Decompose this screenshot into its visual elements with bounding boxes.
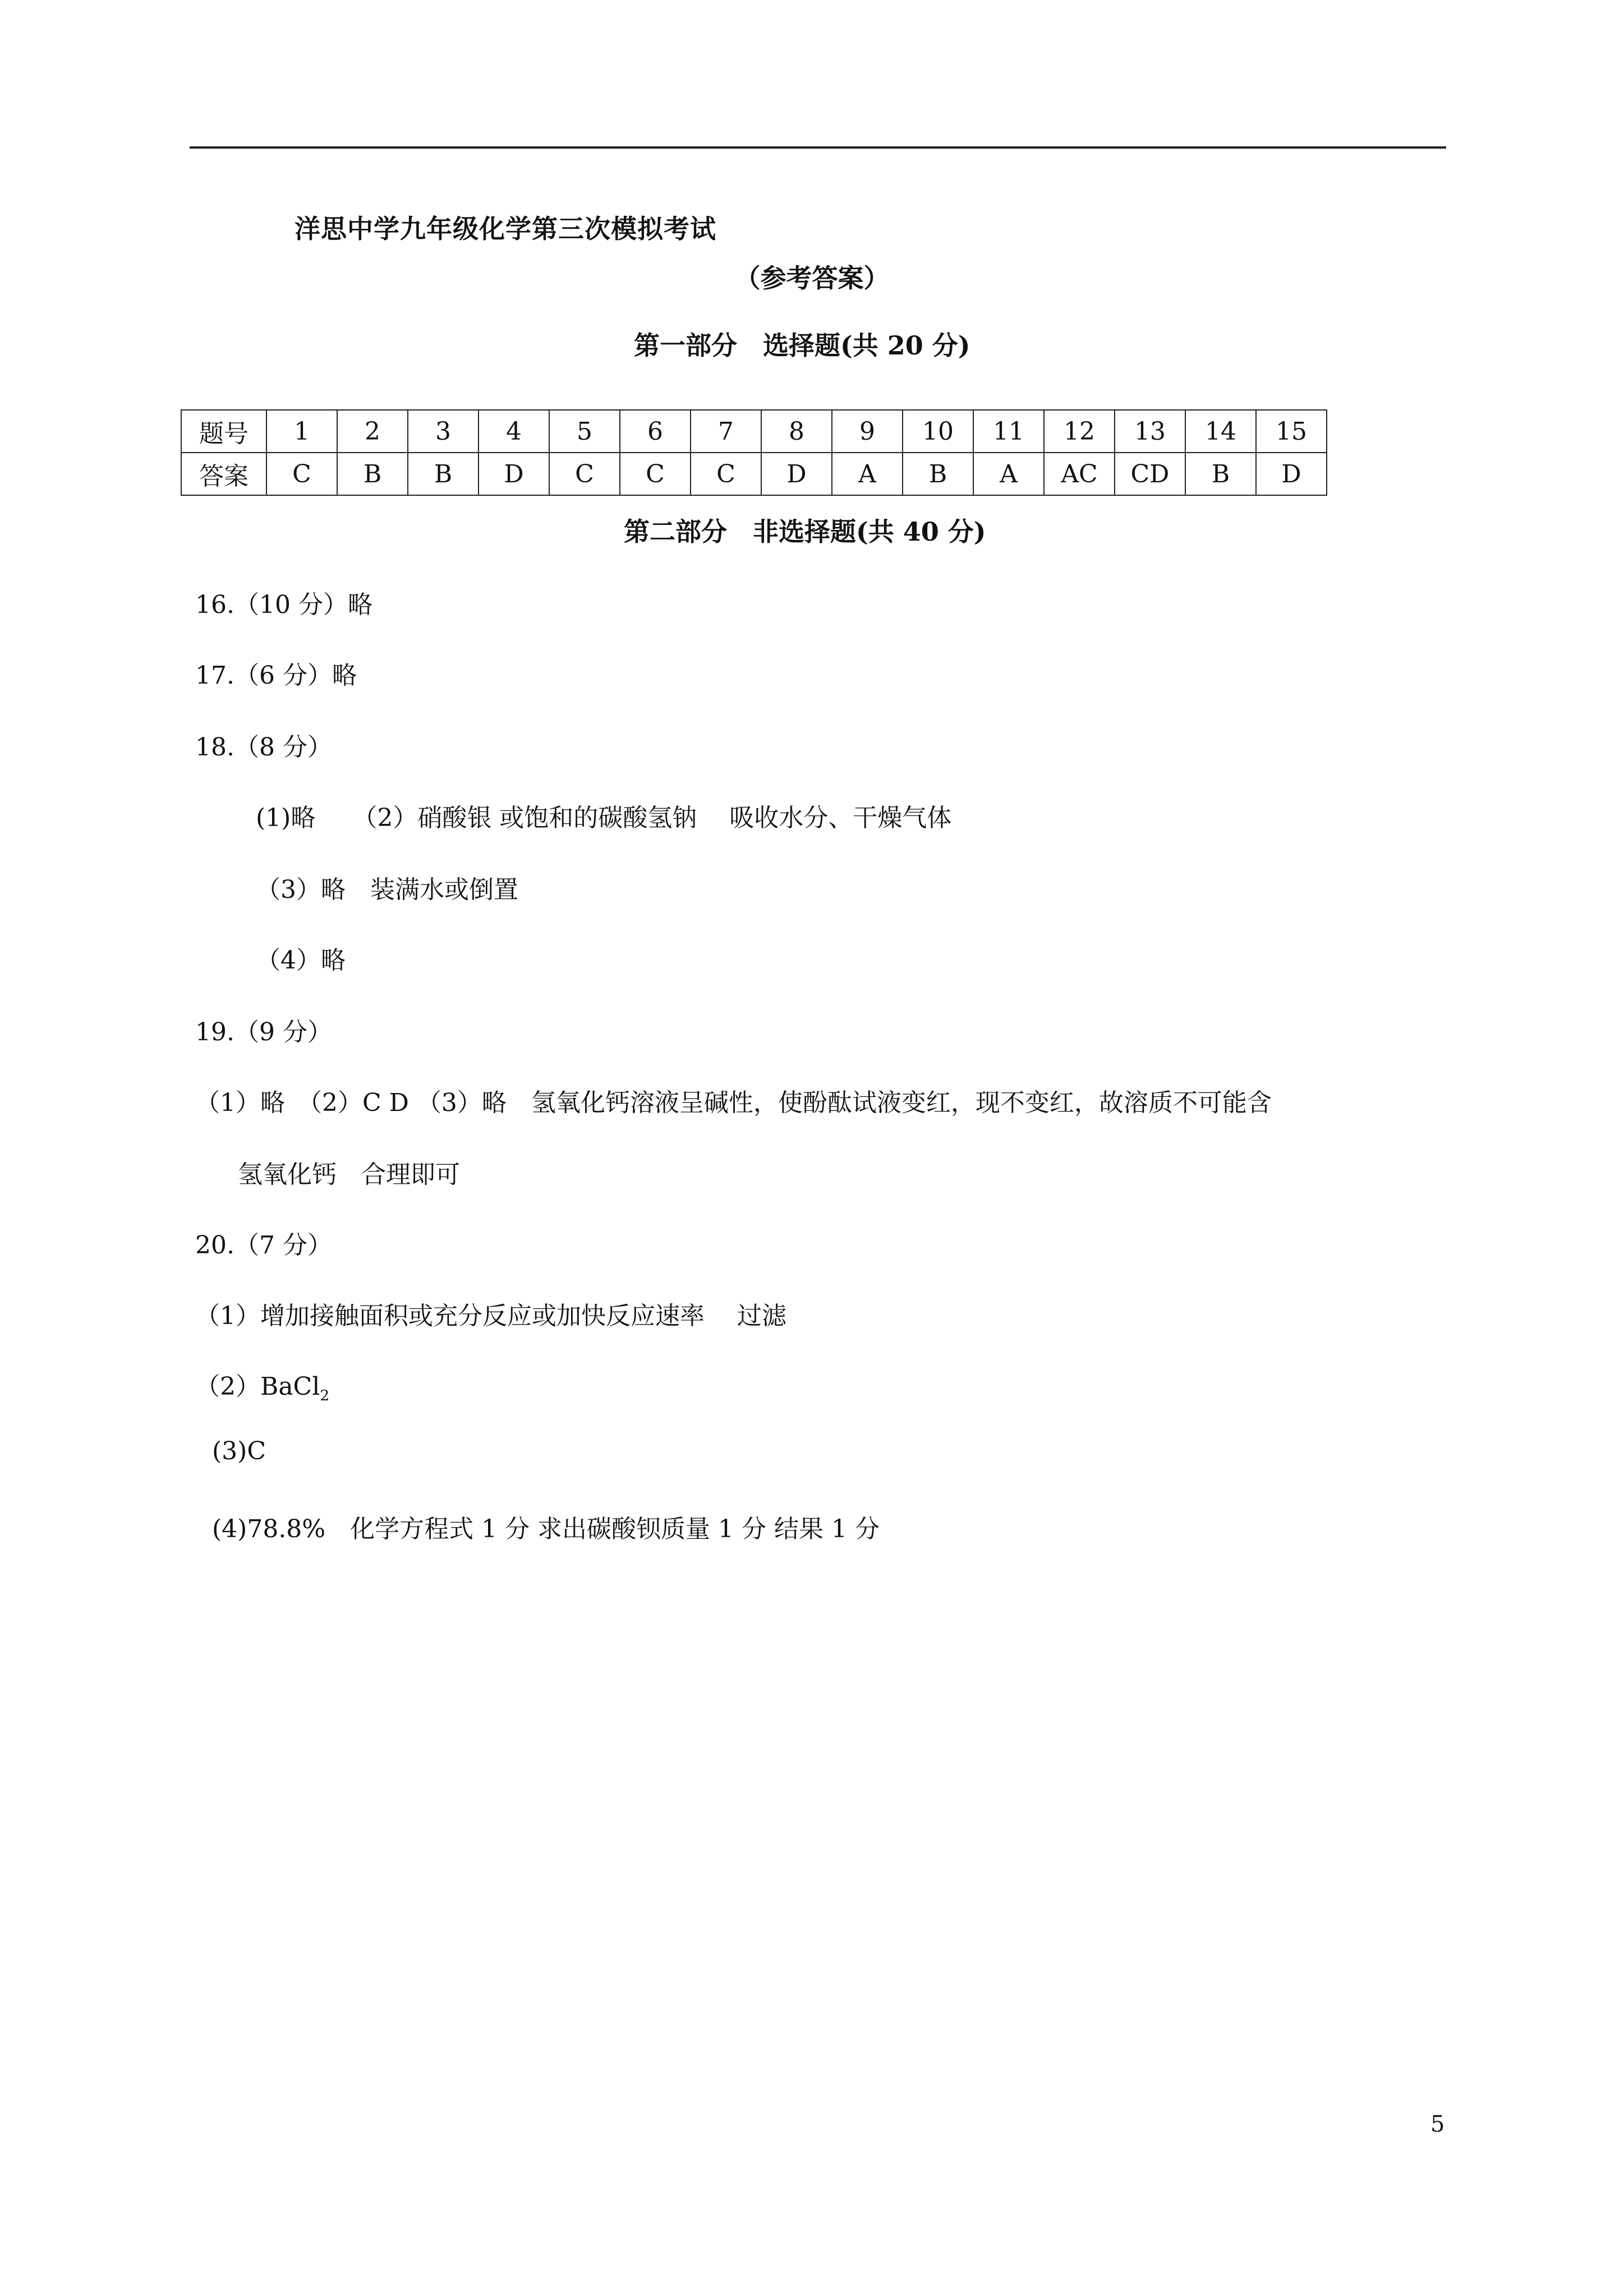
question-number: 15 (1256, 410, 1327, 453)
answer-line-18-3: （3）略 装满水或倒置 (256, 875, 518, 904)
question-number: 12 (1044, 410, 1115, 453)
question-number: 9 (832, 410, 903, 453)
question-number: 10 (903, 410, 973, 453)
question-number: 2 (337, 410, 408, 453)
subscript-2: 2 (320, 1386, 330, 1404)
question-number: 8 (761, 410, 832, 453)
answer-cell: C (266, 453, 337, 495)
answer-cell: CD (1115, 453, 1185, 495)
part1-heading: 第一部分 选择题(共 20 分) (634, 330, 970, 361)
answer-cell: B (408, 453, 479, 495)
answer-cell: B (1185, 453, 1256, 495)
answer-line-18-1-2: (1)略 （2）硝酸银 或饱和的碳酸氢钠 吸收水分、干燥气体 (256, 804, 952, 832)
answer-line-16: 16.（10 分）略 (195, 591, 372, 619)
question-number: 6 (620, 410, 691, 453)
answer-line-20-1: （1）增加接触面积或充分反应或加快反应速率 过滤 (195, 1302, 786, 1330)
answer-cell: B (903, 453, 973, 495)
answer-table (181, 409, 1327, 496)
row-label-number: 题号 (181, 410, 266, 453)
answer-cell: D (479, 453, 549, 495)
answer-line-20-3: (3)C (212, 1437, 266, 1465)
question-number: 11 (973, 410, 1044, 453)
answer-cell: B (337, 453, 408, 495)
document-title: 洋思中学九年级化学第三次模拟考试 (295, 214, 716, 244)
answer-line-18: 18.（8 分） (195, 733, 332, 762)
row-label-answer: 答案 (181, 453, 266, 495)
answer-cell: A (832, 453, 903, 495)
question-number: 1 (266, 410, 337, 453)
answer-line-20: 20.（7 分） (195, 1231, 332, 1260)
question-number: 14 (1185, 410, 1256, 453)
answer-cell: A (973, 453, 1044, 495)
document-subtitle: （参考答案） (734, 263, 890, 293)
answer-line-19-cont: 氢氧化钙 合理即可 (238, 1160, 460, 1189)
table-row-answers (181, 453, 1327, 495)
answer-line-18-4: （4）略 (256, 946, 346, 975)
header-rule (190, 146, 1446, 149)
answer-cell: C (620, 453, 691, 495)
question-number: 7 (691, 410, 761, 453)
question-number: 5 (549, 410, 620, 453)
answer-line-20-4: (4)78.8% 化学方程式 1 分 求出碳酸钡质量 1 分 结果 1 分 (212, 1515, 880, 1543)
answer-cell: D (761, 453, 832, 495)
answer-line-17: 17.（6 分）略 (195, 661, 357, 690)
answer-cell: C (549, 453, 620, 495)
answer-cell: AC (1044, 453, 1115, 495)
question-number: 4 (479, 410, 549, 453)
question-number: 3 (408, 410, 479, 453)
answer-cell: D (1256, 453, 1327, 495)
answer-line-20-2 (195, 1366, 329, 1404)
answer-text: （2）BaCl (195, 1372, 320, 1401)
table-row-numbers (181, 410, 1327, 453)
part2-heading: 第二部分 非选择题(共 40 分) (624, 517, 986, 547)
question-number: 13 (1115, 410, 1185, 453)
answer-line-19: 19.（9 分） (195, 1018, 332, 1046)
answer-line-19-1-3: （1）略 （2）C D （3）略 氢氧化钙溶液呈碱性，使酚酞试液变红，现不变红，故溶质不可能含 (195, 1089, 1272, 1117)
page-number: 5 (1430, 2111, 1445, 2137)
answer-cell: C (691, 453, 761, 495)
